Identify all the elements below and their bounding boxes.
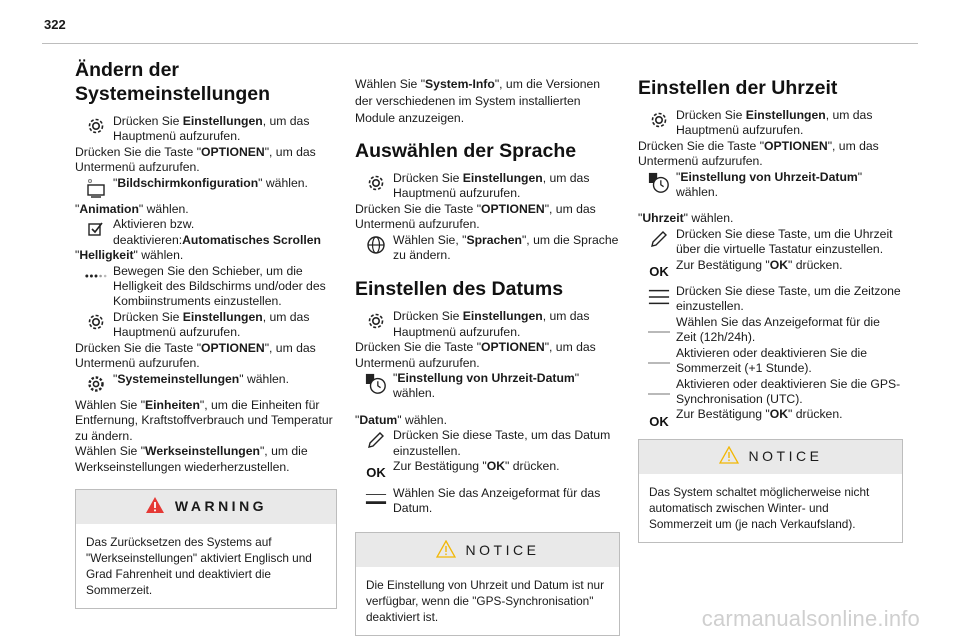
step-time-ok-2: OK Zur Bestätigung "OK" drücken. bbox=[638, 407, 903, 422]
text-factory-reset: Wählen Sie "Werkseinstellungen", um die Werkseinstellungen wiederherzustellen. bbox=[75, 444, 308, 474]
column-language-date bbox=[355, 76, 620, 636]
notice-text: Die Einstellung von Uhrzeit und Datum ist nur verfügbar, wenn die "GPS-Synchronisation" deaktiviert ist. bbox=[366, 578, 605, 625]
checkbox-icon bbox=[85, 218, 107, 240]
warning-text: Das Zurücksetzen des Systems auf "Werkseinstellungen" aktiviert Englisch und Grad Fahrenheit und deaktiviert die Sommerzeit. bbox=[86, 534, 312, 597]
page-number: 322 bbox=[44, 17, 66, 32]
pencil-icon bbox=[365, 429, 387, 451]
section-title-date: Einstellen des Datums bbox=[355, 278, 564, 301]
step-auto-scroll: Aktivieren bzw. deaktivieren:Automatisches Scrollen bbox=[75, 217, 337, 248]
notice-header bbox=[639, 440, 902, 474]
notice-title: NOTICE bbox=[465, 541, 540, 558]
gear-icon bbox=[85, 311, 107, 333]
text-date-options: Drücken Sie die Taste "OPTIONEN", um das Untermenü aufzurufen. bbox=[355, 340, 596, 370]
screen-brightness-icon bbox=[85, 177, 107, 199]
notice-title: NOTICE bbox=[748, 448, 823, 465]
watermark: carmanualsonline.info bbox=[701, 606, 920, 631]
text-lang-options: Drücken Sie die Taste "OPTIONEN", um das Untermenü aufzurufen. bbox=[355, 201, 596, 232]
step-open-settings: Drücken Sie Einstellungen, um das Hauptmenü aufzurufen. bbox=[75, 114, 337, 145]
title-line-1: Ändern der bbox=[75, 59, 180, 81]
notice-triangle-icon bbox=[719, 446, 739, 467]
text-options-2: Drücken Sie die Taste "OPTIONEN", um das Untermenü aufzurufen. bbox=[75, 340, 316, 371]
title-line-2: Systemeinstellungen bbox=[75, 83, 271, 105]
notice-header bbox=[356, 533, 619, 567]
text-animation: "Animation" wählen. bbox=[75, 202, 189, 217]
pencil-icon bbox=[648, 228, 670, 250]
section-title-system-settings bbox=[75, 58, 337, 106]
step-date-time-setting: "Einstellung von Uhrzeit-Datum" wählen. bbox=[355, 371, 620, 402]
gear-icon bbox=[365, 310, 387, 332]
text-options: Drücken Sie die Taste "OPTIONEN", um das Untermenü aufzurufen. bbox=[75, 144, 316, 175]
step-open-settings-2: Drücken Sie Einstellungen, um das Hauptmenü aufzurufen. bbox=[75, 310, 337, 341]
step-time-open-settings: Drücken Sie Einstellungen, um das Hauptmenü aufzurufen. bbox=[638, 108, 903, 139]
step-lang-open-settings: Drücken Sie Einstellungen, um das Hauptmenü aufzurufen. bbox=[355, 171, 620, 202]
step-time-ok: OK Zur Bestätigung "OK" drücken. bbox=[638, 258, 903, 273]
gear-icon bbox=[85, 115, 107, 137]
warning-header bbox=[76, 490, 336, 524]
step-date-format: Wählen Sie das Anzeigeformat für das Datum. bbox=[355, 486, 620, 517]
step-time-date-setting: "Einstellung von Uhrzeit-Datum" wählen. bbox=[638, 170, 903, 201]
slider-line-icon bbox=[648, 352, 670, 374]
step-system-settings: "Systemeinstellungen" wählen. bbox=[75, 372, 337, 387]
step-time-format: Wählen Sie das Anzeigeformat für die Zeit (12h/24h). bbox=[638, 315, 903, 346]
text-time: "Uhrzeit" wählen. bbox=[638, 211, 734, 226]
language-globe-icon bbox=[365, 234, 387, 256]
column-time bbox=[638, 76, 903, 543]
warning-box bbox=[75, 489, 337, 609]
step-daylight-saving: Aktivieren oder deaktivieren Sie die Sommerzeit (+1 Stunde). bbox=[638, 346, 903, 377]
ok-label: OK bbox=[649, 413, 669, 429]
ok-label: OK bbox=[366, 465, 386, 481]
gear-icon bbox=[648, 109, 670, 131]
notice-box-date bbox=[355, 532, 620, 636]
brightness-dots-icon bbox=[85, 265, 107, 287]
slider-line-icon bbox=[648, 321, 670, 343]
step-gps-sync: Aktivieren oder deaktivieren Sie die GPS-Synchronisation (UTC). bbox=[638, 377, 903, 408]
menu-lines-icon bbox=[648, 286, 670, 308]
step-timezone: Drücken Sie diese Taste, um die Zeitzone einzustellen. bbox=[638, 284, 903, 315]
text-system-info: Wählen Sie "System-Info", um die Versionen der verschiedenen im System installierten Module anzuzeigen. bbox=[355, 77, 601, 125]
section-title-language: Auswählen der Sprache bbox=[355, 140, 577, 162]
clock-calendar-icon bbox=[648, 172, 670, 194]
column-system-settings bbox=[75, 58, 337, 609]
step-time-edit: Drücken Sie diese Taste, um die Uhrzeit über die virtuelle Tastatur einzustellen. bbox=[638, 227, 903, 258]
step-languages: Wählen Sie, "Sprachen", um die Sprache zu ändern. bbox=[355, 233, 620, 264]
section-title-time: Einstellen der Uhrzeit bbox=[638, 77, 838, 99]
step-brightness-slider: Bewegen Sie den Schieber, um die Helligkeit des Bildschirms und/oder des Kombiinstruments einzustellen. bbox=[75, 264, 337, 310]
text-time-options: Drücken Sie die Taste "OPTIONEN", um das Untermenü aufzurufen. bbox=[638, 138, 879, 169]
ok-label: OK bbox=[649, 263, 669, 279]
text-date: "Datum" wählen. bbox=[355, 412, 447, 427]
text-brightness: "Helligkeit" wählen. bbox=[75, 248, 184, 263]
warning-triangle-icon bbox=[145, 496, 165, 517]
step-date-ok: OK Zur Bestätigung "OK" drücken. bbox=[355, 459, 620, 474]
step-screen-config: "Bildschirmkonfiguration" wählen. bbox=[75, 176, 337, 191]
text-units: Wählen Sie "Einheiten", um die Einheiten für Entfernung, Kraftstoffverbrauch und Temperatur zu ändern. bbox=[75, 397, 333, 443]
header-divider bbox=[42, 43, 918, 44]
notice-text: Das System schaltet möglicherweise nicht automatisch zwischen Winter- und Sommerzeit um (je nach Verkaufsland). bbox=[649, 484, 870, 531]
clock-calendar-icon bbox=[365, 373, 387, 395]
format-bar-icon bbox=[365, 488, 387, 510]
step-date-open-settings: Drücken Sie Einstellungen, um das Hauptmenü aufzurufen. bbox=[355, 309, 620, 340]
notice-box-time bbox=[638, 439, 903, 543]
warning-title: WARNING bbox=[174, 498, 268, 515]
step-date-edit: Drücken Sie diese Taste, um das Datum einzustellen. bbox=[355, 428, 620, 459]
gear-icon bbox=[365, 172, 387, 194]
slider-line-icon bbox=[648, 383, 670, 405]
gear-settings-icon bbox=[85, 373, 107, 395]
notice-triangle-icon bbox=[436, 540, 456, 561]
